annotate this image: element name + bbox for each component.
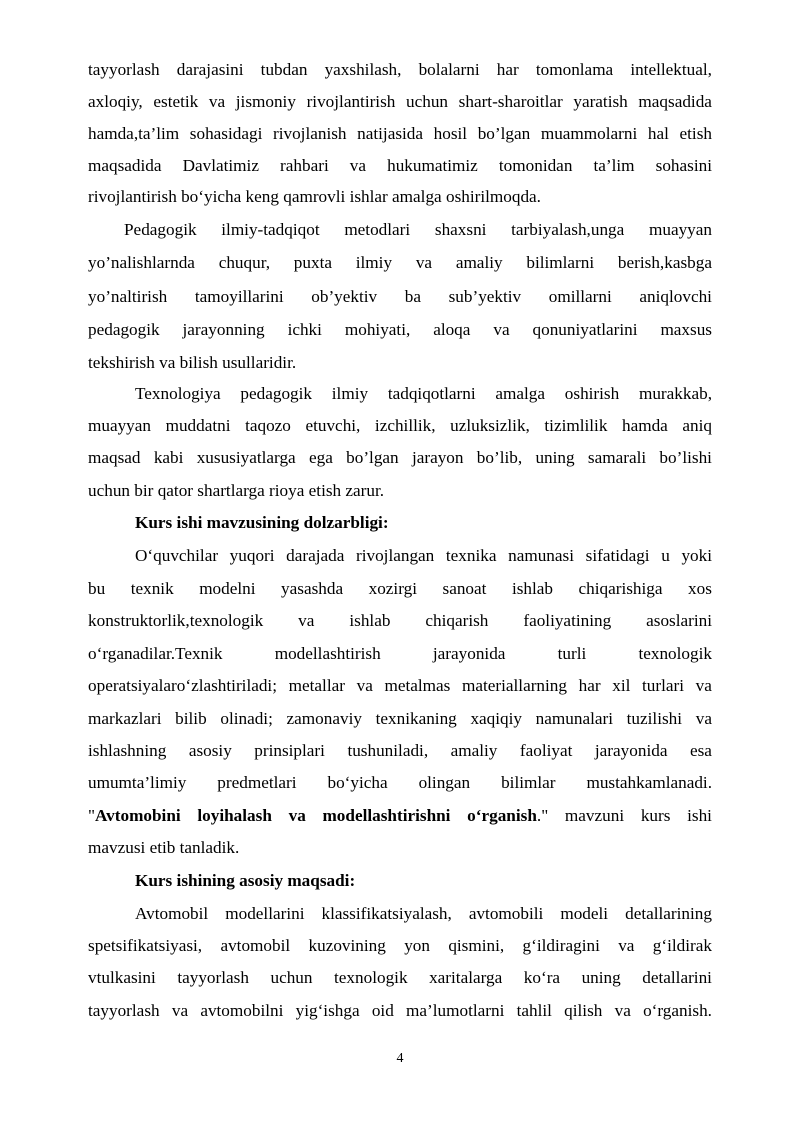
text-line <box>88 773 712 793</box>
word: loyihalash <box>197 806 272 825</box>
word: O‘quvchilar <box>135 546 219 565</box>
word: va <box>298 611 315 630</box>
word: operatsiyalaro‘zlashtiriladi; <box>88 676 277 695</box>
word: tahlil <box>516 1001 552 1020</box>
word: bu <box>88 579 106 598</box>
word: konstruktorlik,texnologik <box>88 611 264 630</box>
word: maqsad <box>88 448 141 467</box>
word: ba <box>404 287 421 306</box>
word: tarbiyalash,unga <box>511 220 625 239</box>
word: faoliyatining <box>523 611 612 630</box>
word: xaritalarga <box>429 968 503 987</box>
word: pedagogik <box>88 320 160 339</box>
word: ishlab <box>349 611 391 630</box>
word: yuqori <box>229 546 275 565</box>
word: o‘rganish. <box>643 1001 712 1020</box>
word: oshirish <box>564 384 620 403</box>
word: predmetlari <box>217 773 297 792</box>
word: qismini, <box>448 936 505 955</box>
word: izchillik, <box>374 416 436 435</box>
word: qonuniyatlarini <box>532 320 638 339</box>
word: tubdan <box>260 60 308 79</box>
word: ob’yektiv <box>311 287 378 306</box>
word: ichki <box>287 320 322 339</box>
word: taqozo <box>245 416 291 435</box>
word: tushuniladi, <box>347 741 429 760</box>
word: texnika <box>445 546 497 565</box>
word: bo‘yicha <box>327 773 388 792</box>
word: jarayon <box>411 448 464 467</box>
word: umumta’limiy <box>88 773 187 792</box>
word: Pedagogik <box>124 220 197 239</box>
section-heading-goal: Kurs ishining asosiy maqsadi: <box>135 871 356 890</box>
word: hosil <box>433 124 468 143</box>
word: texnik <box>130 579 174 598</box>
paragraph-start-line <box>135 546 712 566</box>
word: ishi <box>687 806 712 825</box>
text-line: uchun bir qator shartlarga rioya etish zarur. <box>88 481 385 500</box>
word: detallarining <box>625 904 712 923</box>
word: maqsadida <box>88 156 162 175</box>
word: chiqarishiga <box>578 579 663 598</box>
word: estetik <box>153 92 199 111</box>
word: amalga <box>495 384 546 403</box>
word: kurs <box>640 806 671 825</box>
word: avtomobili <box>468 904 544 923</box>
word: ega <box>308 448 333 467</box>
word: amaliy <box>450 741 498 760</box>
word: va <box>695 676 712 695</box>
word: bo’lib, <box>476 448 523 467</box>
word: markazlari <box>88 709 162 728</box>
word: olinadi; <box>220 709 273 728</box>
word: bo’lishi <box>659 448 712 467</box>
word: xaqiqiy <box>470 709 522 728</box>
word: sifatidagi <box>585 546 650 565</box>
word: yon <box>404 936 430 955</box>
word: jarayonida <box>432 644 506 663</box>
word: tamoyillarini <box>194 287 284 306</box>
text-line <box>88 60 712 80</box>
word: hamda <box>622 416 668 435</box>
text-line <box>88 644 712 664</box>
word: Avtomobil <box>135 904 209 923</box>
word: xil <box>612 676 631 695</box>
word: ko‘ra <box>523 968 561 987</box>
word: bolalarni <box>418 60 480 79</box>
word: sohasidagi <box>189 124 263 143</box>
word: ma’lumotlarni <box>406 1001 505 1020</box>
word: sub’yektiv <box>448 287 522 306</box>
word: yoki <box>681 546 712 565</box>
word: va <box>695 709 712 728</box>
word: pedagogik <box>240 384 313 403</box>
page-number: 4 <box>396 1051 404 1066</box>
word: olingan <box>418 773 471 792</box>
word: va <box>171 1001 189 1020</box>
word: ishlashning <box>88 741 167 760</box>
word: va <box>208 92 226 111</box>
text-line <box>88 448 712 468</box>
word: va <box>614 1001 631 1020</box>
word: ta’lim <box>593 156 635 175</box>
word: omillarni <box>548 287 612 306</box>
word: turlari <box>642 676 685 695</box>
word: sohasini <box>655 156 712 175</box>
text-line <box>88 124 712 144</box>
word: bilib <box>175 709 207 728</box>
word: texnikaning <box>375 709 457 728</box>
word: puxta <box>293 253 332 272</box>
text-line: rivojlantirish bo‘yicha keng qamrovli ishlar amalga oshirilmoqda. <box>88 187 541 206</box>
text-line <box>88 709 712 729</box>
word: va <box>356 676 373 695</box>
word: namunalari <box>535 709 613 728</box>
word: mavzuni <box>564 806 625 825</box>
word: samarali <box>587 448 647 467</box>
word: esa <box>689 741 712 760</box>
word: prinsiplari <box>254 741 325 760</box>
section-heading-relevance: Kurs ishi mavzusining dolzarbligi: <box>135 513 389 532</box>
word: har <box>496 60 519 79</box>
word: kabi <box>153 448 184 467</box>
word: xozirgi <box>368 579 417 598</box>
word: asosiy <box>188 741 232 760</box>
word: turli <box>557 644 587 663</box>
word: yig‘ishga <box>295 1001 360 1020</box>
word: spetsifikatsiyasi, <box>88 936 203 955</box>
text-line <box>88 320 712 340</box>
text-line <box>88 579 712 599</box>
word: g‘ildirak <box>652 936 712 955</box>
word: texnologik <box>334 968 408 987</box>
word: uning <box>535 448 575 467</box>
word: u <box>661 546 670 565</box>
text-line <box>88 676 712 696</box>
word: muayyan <box>648 220 712 239</box>
word: modellashtirish <box>274 644 381 663</box>
word: aloqa <box>433 320 471 339</box>
word: bo’lgan <box>346 448 399 467</box>
word: va <box>349 156 367 175</box>
word: Davlatimiz <box>182 156 259 175</box>
word: vtulkasini <box>88 968 156 987</box>
word: modellashtirishni <box>322 806 451 825</box>
word: rahbari <box>280 156 329 175</box>
word: shart-sharoitlar <box>458 92 563 111</box>
word: har <box>578 676 601 695</box>
text-line: mavzusi etib tanladik. <box>88 838 240 857</box>
text-line <box>88 287 712 307</box>
word: tizimlilik <box>544 416 608 435</box>
word: tadqiqotlarni <box>387 384 476 403</box>
word: tayyorlash <box>88 1001 160 1020</box>
word: bilimlar <box>501 773 556 792</box>
word: amaliy <box>455 253 503 272</box>
word: darajasini <box>176 60 244 79</box>
word: maxsus <box>660 320 712 339</box>
word: bilimlarni <box>526 253 595 272</box>
text-line <box>88 1001 712 1021</box>
word: berish,kasbga <box>617 253 712 272</box>
word: o‘rganadilar.Texnik <box>88 644 223 663</box>
word: xos <box>688 579 712 598</box>
word: zamonaviy <box>286 709 362 728</box>
word: yasashda <box>281 579 344 598</box>
word: hukumatimiz <box>387 156 478 175</box>
word: texnologik <box>638 644 712 663</box>
word: xususiyatlarga <box>196 448 296 467</box>
word: materiallarning <box>461 676 567 695</box>
word: va <box>493 320 510 339</box>
word: muayyan <box>88 416 152 435</box>
paragraph-start-line <box>124 220 712 240</box>
word: jismoniy <box>235 92 296 111</box>
text-line <box>88 936 712 956</box>
word: kuzovining <box>308 936 386 955</box>
text-line <box>88 968 712 988</box>
word: intellektual, <box>630 60 712 79</box>
word: metodlari <box>344 220 411 239</box>
word: chuqur, <box>218 253 271 272</box>
word: etish <box>679 124 712 143</box>
word: Texnologiya <box>135 384 221 403</box>
word: muammolarni <box>540 124 638 143</box>
paragraph-start-line <box>135 384 712 404</box>
text-line <box>88 156 712 176</box>
paragraph-start-line <box>135 904 712 924</box>
word: maqsadida <box>638 92 712 111</box>
text-line: tekshirish va bilish usullaridir. <box>88 353 297 372</box>
word: yo’nalishlarnda <box>88 253 195 272</box>
word: uchun <box>406 92 449 111</box>
word: muddatni <box>165 416 231 435</box>
word: detallarini <box>642 968 712 987</box>
text-line <box>88 253 712 273</box>
word: qilish <box>564 1001 603 1020</box>
word: rivojlangan <box>356 546 435 565</box>
word: va <box>618 936 635 955</box>
text-line <box>88 92 712 112</box>
word: axloqiy, <box>88 92 143 111</box>
word: asoslarini <box>646 611 712 630</box>
text-line <box>88 741 712 761</box>
word: uning <box>581 968 621 987</box>
word: modeli <box>560 904 609 923</box>
word: namunasi <box>508 546 574 565</box>
word: tuzilishi <box>626 709 683 728</box>
word: ilmiy <box>355 253 393 272</box>
word: jarayonida <box>594 741 668 760</box>
word: ilmiy-tadqiqot <box>221 220 320 239</box>
word: ishlab <box>511 579 553 598</box>
word: aniq <box>682 416 712 435</box>
word: tomonidan <box>498 156 573 175</box>
word: murakkab, <box>638 384 712 403</box>
word: modellarini <box>225 904 305 923</box>
word: modelni <box>199 579 256 598</box>
word: ilmiy <box>331 384 369 403</box>
word: chiqarish <box>425 611 489 630</box>
word: mustahkamlanadi. <box>586 773 712 792</box>
text-line-with-topic <box>88 806 712 826</box>
word: avtomobil <box>220 936 291 955</box>
word: faoliyat <box>519 741 573 760</box>
word: mohiyati, <box>344 320 411 339</box>
word: uchun <box>270 968 313 987</box>
word: tomonlama <box>535 60 614 79</box>
text-line <box>88 611 712 631</box>
word: yaratish <box>573 92 628 111</box>
word: va <box>288 806 306 825</box>
word: rivojlanish <box>272 124 347 143</box>
word: darajada <box>286 546 345 565</box>
word: oid <box>371 1001 394 1020</box>
word: o‘rganish." <box>467 806 549 825</box>
word: metalmas <box>384 676 451 695</box>
word: yaxshilash, <box>324 60 402 79</box>
word: "Avtomobini <box>88 806 181 825</box>
word: uzluksizlik, <box>450 416 530 435</box>
word: jarayonning <box>182 320 265 339</box>
word: sanoat <box>442 579 487 598</box>
word: avtomobilni <box>200 1001 284 1020</box>
word: rivojlantirish <box>306 92 396 111</box>
word: hamda,ta’lim <box>88 124 180 143</box>
word: etuvchi, <box>305 416 361 435</box>
word: yo’naltirish <box>88 287 168 306</box>
word: tayyorlash <box>177 968 249 987</box>
word: hal <box>647 124 669 143</box>
word: va <box>415 253 433 272</box>
word: g‘ildiragini <box>522 936 600 955</box>
word: tayyorlash <box>88 60 160 79</box>
text-line <box>88 416 712 436</box>
word: shaxsni <box>434 220 487 239</box>
word: metallar <box>288 676 345 695</box>
word: klassifikatsiyalash, <box>321 904 452 923</box>
word: aniqlovchi <box>639 287 712 306</box>
word: natijasida <box>357 124 424 143</box>
word: bo’lgan <box>477 124 531 143</box>
